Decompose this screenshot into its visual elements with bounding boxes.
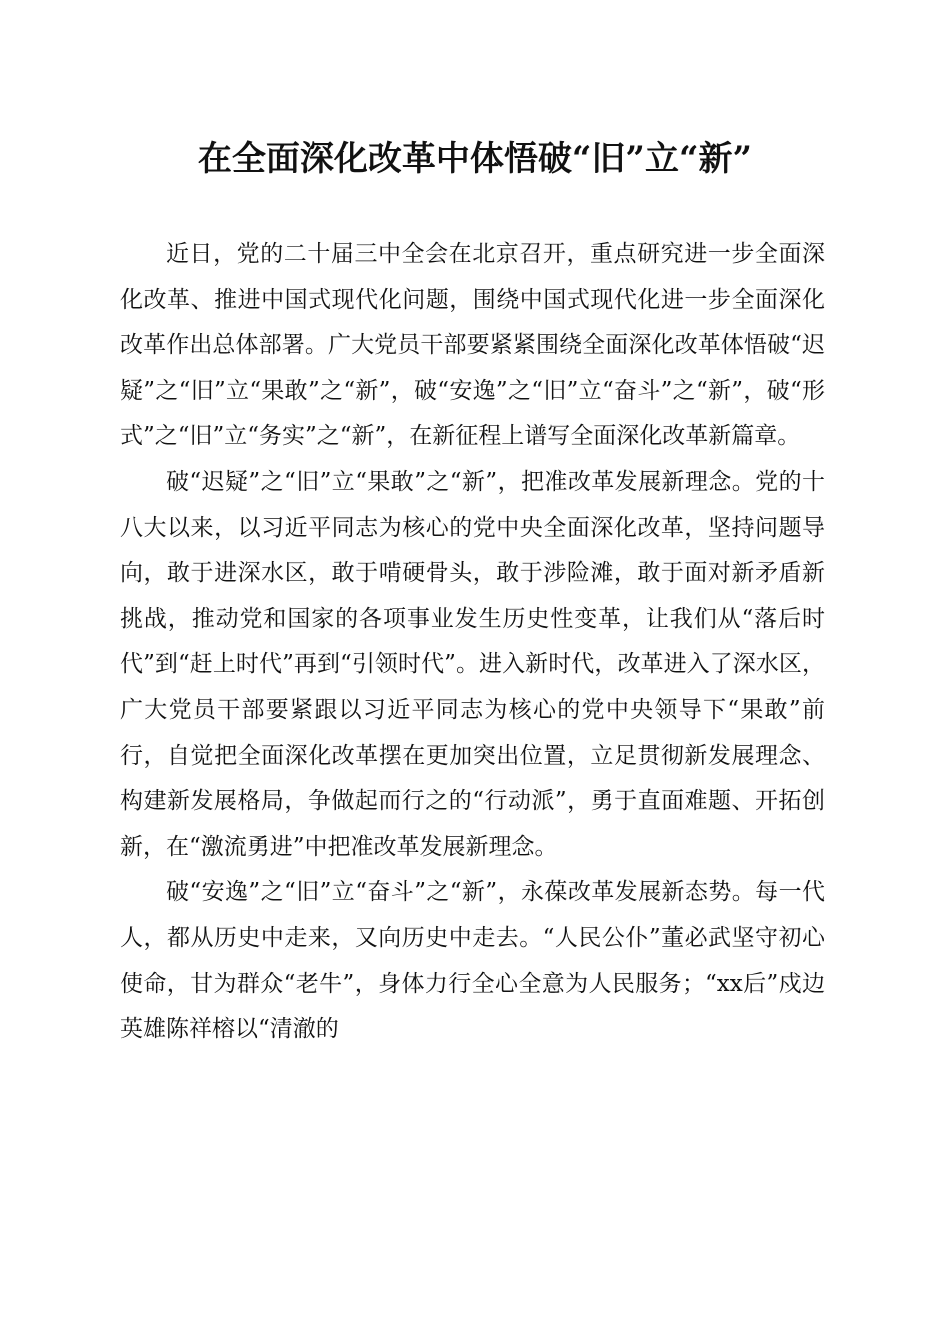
document-title: 在全面深化改革中体悟破“旧”立“新” [197, 139, 753, 179]
paragraph-struggle: 破“安逸”之“旧”立“奋斗”之“新”，永葆改革发展新态势。每一代人，都从历史中走来，又向历史中走去。“人民公仆”董必武坚守初心使命，甘为群众“老牛”，身体力行全心全意为人民服务；“xx后”戍边英雄陈祥榕以“清澈的 [120, 879, 825, 1043]
paragraph-intro: 近日，党的二十届三中全会在北京召开，重点研究进一步全面深化改革、推进中国式现代化问题，围绕中国式现代化进一步全面深化改革作出总体部署。广大党员干部要紧紧围绕全面深化改革体悟破“迟疑”之“旧”立“果敢”之“新”，破“安逸”之“旧”立“奋斗”之“新”，破“形式”之“旧”立“务实”之“新”，在新征程上谱写全面深化改革新篇章。 [120, 241, 825, 450]
paragraph-decisive: 破“迟疑”之“旧”立“果敢”之“新”，把准改革发展新理念。党的十八大以来，以习近平同志为核心的党中央全面深化改革，坚持问题导向，敢于进深水区，敢于啃硬骨头，敢于涉险滩，敢于面对新矛盾新挑战，推动党和国家的各项事业发生历史性变革，让我们从“落后时代”到“赶上时代”再到“引领时代”。进入新时代，改革进入了深水区，广大党员干部要紧跟以习近平同志为核心的党中央领导下“果敢”前行，自觉把全面深化改革摆在更加突出位置，立足贯彻新发展理念、构建新发展格局，争做起而行之的“行动派”，勇于直面难题、开拓创新，在“激流勇进”中把准改革发展新理念。 [120, 468, 825, 860]
document-body [120, 232, 825, 1053]
